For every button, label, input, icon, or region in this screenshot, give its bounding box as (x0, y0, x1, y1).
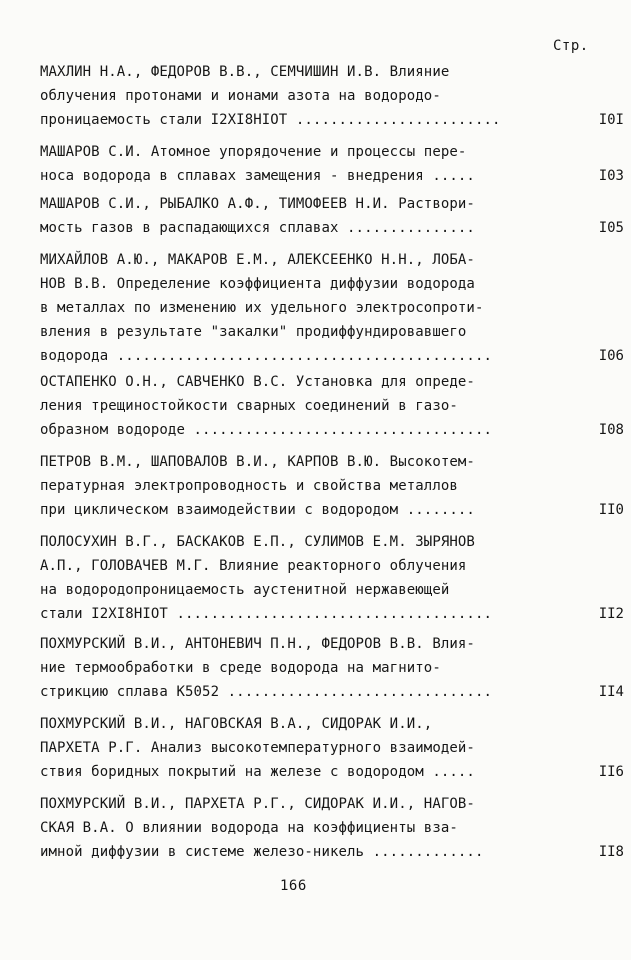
page-footer-number: 166 (280, 878, 307, 894)
entry-line: ПОЛОСУХИН В.Г., БАСКАКОВ Е.П., СУЛИМОВ Е.М. ЗЫРЯНОВ (40, 534, 475, 550)
entry-line: ПЕТРОВ В.М., ШАПОВАЛОВ В.И., КАРПОВ В.Ю. Высокотем- (40, 454, 475, 470)
contents-entry (40, 712, 624, 784)
entry-line: НОВ В.В. Определение коэффициента диффузии водорода (40, 276, 475, 292)
entry-line: водорода ............................................ (40, 348, 493, 364)
entry-line: стали I2XI8HIOT ..................................... (40, 606, 493, 622)
entry-page-number: I08 (598, 422, 624, 438)
entry-line: на водородопроницаемость аустенитной нержавеющей (40, 582, 450, 598)
entry-line: ПОХМУРСКИЙ В.И., ПАРХЕТА Р.Г., СИДОРАК И.И., НАГОВ- (40, 796, 475, 812)
entry-line: при циклическом взаимодействии с водородом ........ (40, 502, 475, 518)
entry-line: мость газов в распадающихся сплавах ............... (40, 220, 475, 236)
contents-entry (40, 450, 624, 522)
entry-line: стрикцию сплава К5052 ............................... (40, 684, 493, 700)
entry-line: облучения протонами и ионами азота на водородо- (40, 88, 441, 104)
entry-page-number: II0 (598, 502, 624, 518)
entry-page-number: I0I (598, 112, 624, 128)
entry-line: ние термообработки в среде водорода на магнито- (40, 660, 441, 676)
contents-entry (40, 370, 624, 442)
entry-line: МАШАРОВ С.И., РЫБАЛКО А.Ф., ТИМОФЕЕВ Н.И. Раствори- (40, 196, 475, 212)
entry-line: образном водороде ................................... (40, 422, 493, 438)
entry-page-number: I06 (598, 348, 624, 364)
entry-page-number: II6 (598, 764, 624, 780)
contents-entry (40, 140, 624, 188)
contents-entry (40, 60, 624, 132)
entry-page-number: I05 (598, 220, 624, 236)
entry-line: МАШАРОВ С.И. Атомное упорядочение и процессы пере- (40, 144, 467, 160)
entry-page-number: II8 (598, 844, 624, 860)
entry-line: А.П., ГОЛОВАЧЕВ М.Г. Влияние реакторного облучения (40, 558, 467, 574)
entry-line: проницаемость стали I2XI8HIOT ........................ (40, 112, 501, 128)
entry-page-number: II2 (598, 606, 624, 622)
entry-line: МАХЛИН Н.А., ФЕДОРОВ В.В., СЕМЧИШИН И.В. Влияние (40, 64, 450, 80)
entry-line: в металлах по изменению их удельного электросопроти- (40, 300, 484, 316)
contents-entry (40, 192, 624, 240)
entry-page-number: I03 (598, 168, 624, 184)
contents-entry (40, 632, 624, 704)
contents-entry (40, 248, 624, 368)
page-column-header: Стр. (553, 38, 589, 54)
entry-line: ПОХМУРСКИЙ В.И., АНТОНЕВИЧ П.Н., ФЕДОРОВ В.В. Влия- (40, 636, 475, 652)
entry-line: ОСТАПЕНКО О.Н., САВЧЕНКО В.С. Установка для опреде- (40, 374, 475, 390)
entry-line: пературная электропроводность и свойства металлов (40, 478, 458, 494)
entry-line: ления трещиностойкости сварных соединений в газо- (40, 398, 458, 414)
entry-page-number: II4 (598, 684, 624, 700)
entry-line: ПАРХЕТА Р.Г. Анализ высокотемпературного взаимодей- (40, 740, 475, 756)
contents-entry (40, 530, 624, 626)
entry-line: носа водорода в сплавах замещения - внедрения ..... (40, 168, 475, 184)
entry-line: имной диффузии в системе железо-никель ............. (40, 844, 484, 860)
contents-entry (40, 792, 624, 864)
entry-line: ПОХМУРСКИЙ В.И., НАГОВСКАЯ В.А., СИДОРАК И.И., (40, 716, 433, 732)
entry-line: СКАЯ В.А. О влиянии водорода на коэффициенты вза- (40, 820, 458, 836)
entry-line: ствия боридных покрытий на железе с водородом ..... (40, 764, 475, 780)
entry-line: МИХАЙЛОВ А.Ю., МАКАРОВ Е.М., АЛЕКСЕЕНКО Н.Н., ЛОБА- (40, 252, 475, 268)
entry-line: вления в результате "закалки" продиффундировавшего (40, 324, 467, 340)
